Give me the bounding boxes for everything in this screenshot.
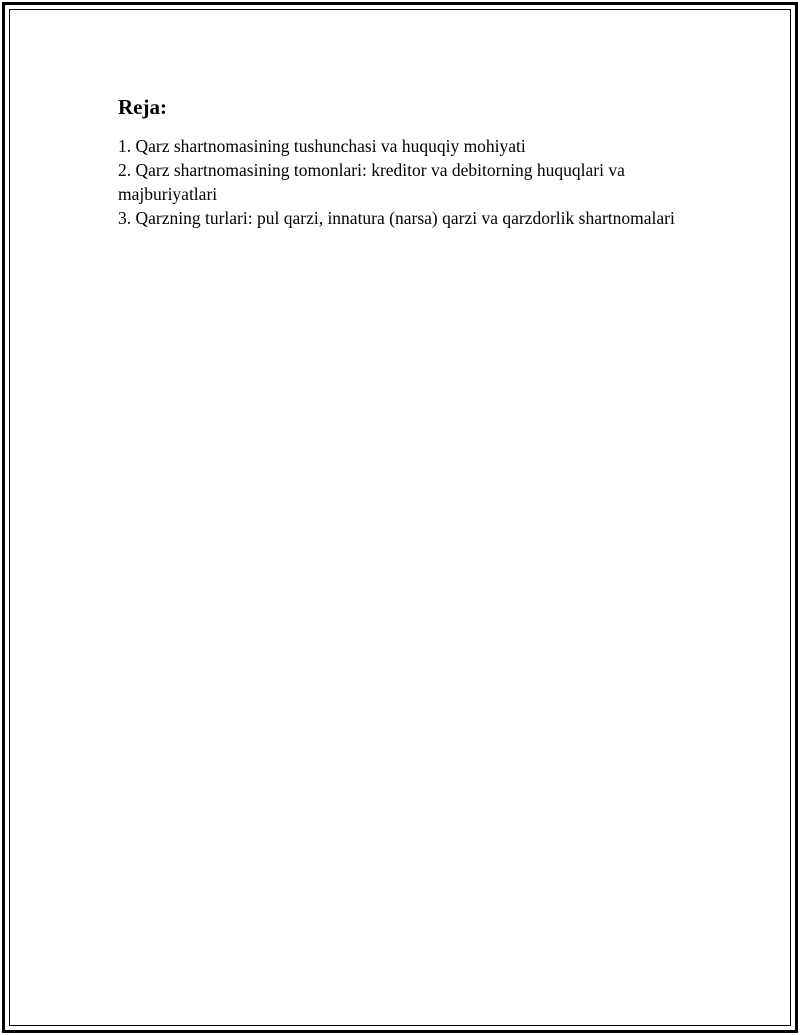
plan-item-2: 2. Qarz shartnomasining tomonlari: kreditor va debitorning huquqlari va majburiyatlari xyxy=(118,160,625,204)
plan-item-3: 3. Qarzning turlari: pul qarzi, innatura (narsa) qarzi va qarzdorlik shartnomalari xyxy=(118,208,675,228)
document-body xyxy=(118,93,678,230)
plan-heading: Reja: xyxy=(118,95,167,119)
plan-list xyxy=(118,134,678,230)
plan-item-1: 1. Qarz shartnomasining tushunchasi va huquqiy mohiyati xyxy=(118,136,526,156)
